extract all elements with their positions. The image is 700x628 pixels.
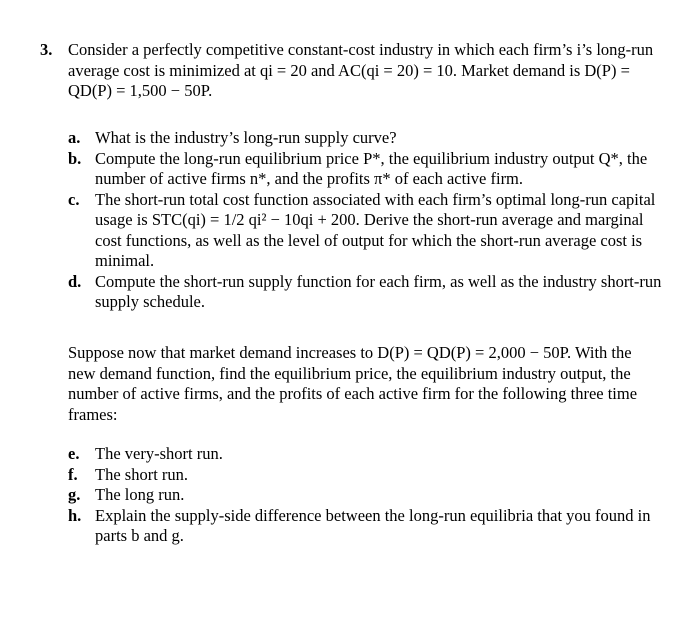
part-b	[68, 149, 668, 190]
part-label: e.	[68, 444, 80, 463]
part-text: The short-run total cost function associated with each firm’s optimal long-run capital usage is STC(qi) = 1/2 qi² − 10qi + 200. Derive the short-run average and marginal cost functions, as well as the level of output for which the short-run average cost is minimal.	[95, 189, 656, 270]
part-label: b.	[68, 148, 82, 168]
part-text: The very-short run.	[95, 444, 223, 463]
parts-list	[68, 128, 668, 313]
problem-intro: Consider a perfectly competitive constant-cost industry in which each firm’s i’s long-run average cost is minimized at qi = 20 and AC(qi = 20) = 10. Market demand is D(P) = QD(P) = 1,500 − 50P.	[68, 40, 654, 100]
part-label: d.	[68, 271, 82, 291]
part-text: Compute the short-run supply function for each firm, as well as the industry short-run supply schedule.	[95, 271, 662, 311]
part-label: c.	[68, 189, 80, 209]
part-label: a.	[68, 128, 81, 147]
part-text: Explain the supply-side difference between the long-run equilibria that you found in parts b and g.	[95, 505, 651, 545]
followup-paragraph: Suppose now that market demand increases to D(P) = QD(P) = 2,000 − 50P. With the new demand function, find the equilibrium price, the equilibrium industry output, the number of active firms, and the profits of each active firm for the following three time frames:	[68, 343, 638, 424]
part-d	[68, 272, 668, 313]
part-e	[68, 444, 668, 465]
time-frames-list	[68, 444, 668, 547]
part-label: g.	[68, 485, 81, 504]
part-h	[68, 506, 668, 547]
problem-number: 3.	[40, 40, 53, 59]
part-text: Compute the long-run equilibrium price P*, the equilibrium industry output Q*, the number of active firms n*, and the profits π* of each active firm.	[95, 148, 648, 188]
part-a	[68, 128, 668, 149]
part-f	[68, 465, 668, 486]
part-label: h.	[68, 505, 82, 525]
part-text: The long run.	[95, 485, 185, 504]
part-label: f.	[68, 464, 78, 484]
part-text: What is the industry’s long-run supply curve?	[95, 128, 397, 147]
part-text: The short run.	[95, 464, 189, 484]
part-c	[68, 190, 668, 272]
part-g	[68, 485, 668, 506]
